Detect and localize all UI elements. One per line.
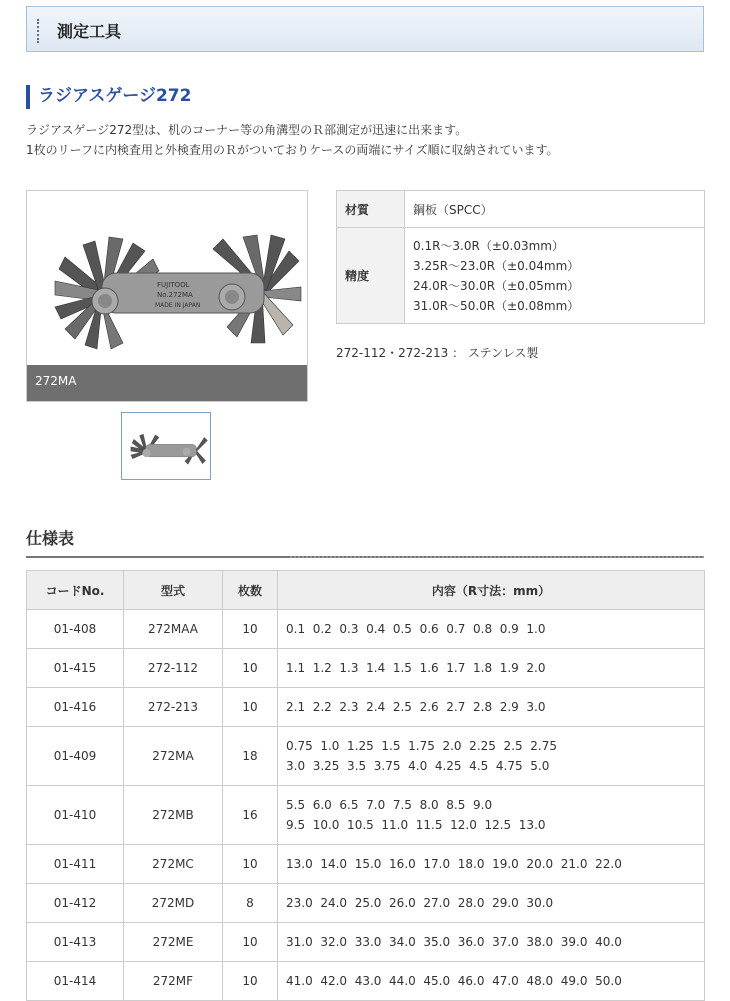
content-cell	[278, 786, 705, 845]
column-header: 枚数	[223, 571, 278, 610]
precision-value: 3.25R～23.0R（±0.04mm）	[413, 258, 580, 273]
count-cell: 10	[223, 962, 278, 1001]
section-divider	[26, 556, 704, 558]
column-header: 型式	[124, 571, 223, 610]
category-title: 測定工具	[57, 22, 122, 41]
column-header: 内容（R寸法：mm）	[278, 571, 705, 610]
model-cell: 272-213	[124, 688, 223, 727]
code-cell: 01-409	[27, 727, 124, 786]
content-cell	[278, 962, 705, 1001]
content-line: 2.1 2.2 2.3 2.4 2.5 2.6 2.7 2.8 2.9 3.0	[286, 700, 546, 714]
section-title: 仕様表	[26, 529, 75, 548]
code-cell: 01-411	[27, 845, 124, 884]
photo-caption: 272MA	[27, 365, 307, 401]
precision-value: 31.0R～50.0R（±0.08mm）	[413, 298, 580, 313]
precision-values	[405, 228, 705, 324]
model-cell: 272MAA	[124, 610, 223, 649]
model-cell: 272MB	[124, 786, 223, 845]
content-cell	[278, 688, 705, 727]
table-row	[27, 845, 705, 884]
material-note: 272-112・272-213 ： ステンレス製	[336, 346, 539, 360]
content-cell	[278, 884, 705, 923]
table-row	[27, 610, 705, 649]
content-line: 0.75 1.0 1.25 1.5 1.75 2.0 2.25 2.5 2.75	[286, 739, 557, 753]
product-title: ラジアスゲージ272	[26, 85, 191, 109]
precision-label: 精度	[337, 228, 405, 324]
spec-table	[26, 570, 705, 1001]
material-label: 材質	[337, 191, 405, 228]
table-row	[27, 786, 705, 845]
content-line: 1.1 1.2 1.3 1.4 1.5 1.6 1.7 1.8 1.9 2.0	[286, 661, 546, 675]
model-cell: 272-112	[124, 649, 223, 688]
content-line: 23.0 24.0 25.0 26.0 27.0 28.0 29.0 30.0	[286, 896, 554, 910]
count-cell: 10	[223, 845, 278, 884]
table-row	[27, 688, 705, 727]
radius-gauge-image	[27, 191, 307, 366]
count-cell: 10	[223, 610, 278, 649]
code-cell: 01-413	[27, 923, 124, 962]
model-cell: 272MF	[124, 962, 223, 1001]
thumbnail-gauge-image	[122, 413, 210, 479]
column-header: コードNo.	[27, 571, 124, 610]
precision-value: 24.0R～30.0R（±0.05mm）	[413, 278, 580, 293]
content-cell	[278, 845, 705, 884]
model-cell: 272MD	[124, 884, 223, 923]
grip-icon	[37, 19, 42, 43]
count-cell: 18	[223, 727, 278, 786]
thumbnail-photo[interactable]	[121, 412, 211, 480]
precision-value: 0.1R～3.0R（±0.03mm）	[413, 238, 564, 253]
count-cell: 8	[223, 884, 278, 923]
table-row	[27, 649, 705, 688]
model-cell: 272MC	[124, 845, 223, 884]
description-line: ラジアスゲージ272型は、机のコーナー等の角溝型のＲ部測定が迅速に出来ます。	[26, 123, 468, 137]
gauge-stamp-origin: MADE IN JAPAN	[155, 302, 201, 309]
category-header	[26, 6, 704, 52]
count-cell: 10	[223, 688, 278, 727]
table-row	[27, 962, 705, 1001]
content-line: 41.0 42.0 43.0 44.0 45.0 46.0 47.0 48.0 49.0 50.0	[286, 974, 622, 988]
content-cell	[278, 610, 705, 649]
count-cell: 16	[223, 786, 278, 845]
content-line: 3.0 3.25 3.5 3.75 4.0 4.25 4.5 4.75 5.0	[286, 759, 550, 773]
gauge-stamp-brand: FUJITOOL	[157, 281, 190, 289]
content-line: 13.0 14.0 15.0 16.0 17.0 18.0 19.0 20.0 21.0 22.0	[286, 857, 622, 871]
count-cell: 10	[223, 923, 278, 962]
code-cell: 01-414	[27, 962, 124, 1001]
content-cell	[278, 649, 705, 688]
gauge-stamp-model: No.272MA	[157, 291, 193, 299]
code-cell: 01-412	[27, 884, 124, 923]
code-cell: 01-416	[27, 688, 124, 727]
model-cell: 272ME	[124, 923, 223, 962]
description-line: 1枚のリーフに内検査用と外検査用のＲがついておりケースの両端にサイズ順に収納されています。	[26, 143, 559, 157]
material-value: 鋼板（SPCC）	[405, 191, 705, 228]
code-cell: 01-408	[27, 610, 124, 649]
content-line: 0.1 0.2 0.3 0.4 0.5 0.6 0.7 0.8 0.9 1.0	[286, 622, 546, 636]
model-cell: 272MA	[124, 727, 223, 786]
content-cell	[278, 727, 705, 786]
content-cell	[278, 923, 705, 962]
content-line: 31.0 32.0 33.0 34.0 35.0 36.0 37.0 38.0 39.0 40.0	[286, 935, 622, 949]
main-product-photo	[26, 190, 308, 402]
table-row	[27, 923, 705, 962]
product-description	[26, 120, 559, 160]
code-cell: 01-410	[27, 786, 124, 845]
table-row	[27, 727, 705, 786]
table-row	[27, 884, 705, 923]
content-line: 5.5 6.0 6.5 7.0 7.5 8.0 8.5 9.0	[286, 798, 493, 812]
count-cell: 10	[223, 649, 278, 688]
code-cell: 01-415	[27, 649, 124, 688]
spec-info-table	[336, 190, 705, 324]
content-line: 9.5 10.0 10.5 11.0 11.5 12.0 12.5 13.0	[286, 818, 546, 832]
